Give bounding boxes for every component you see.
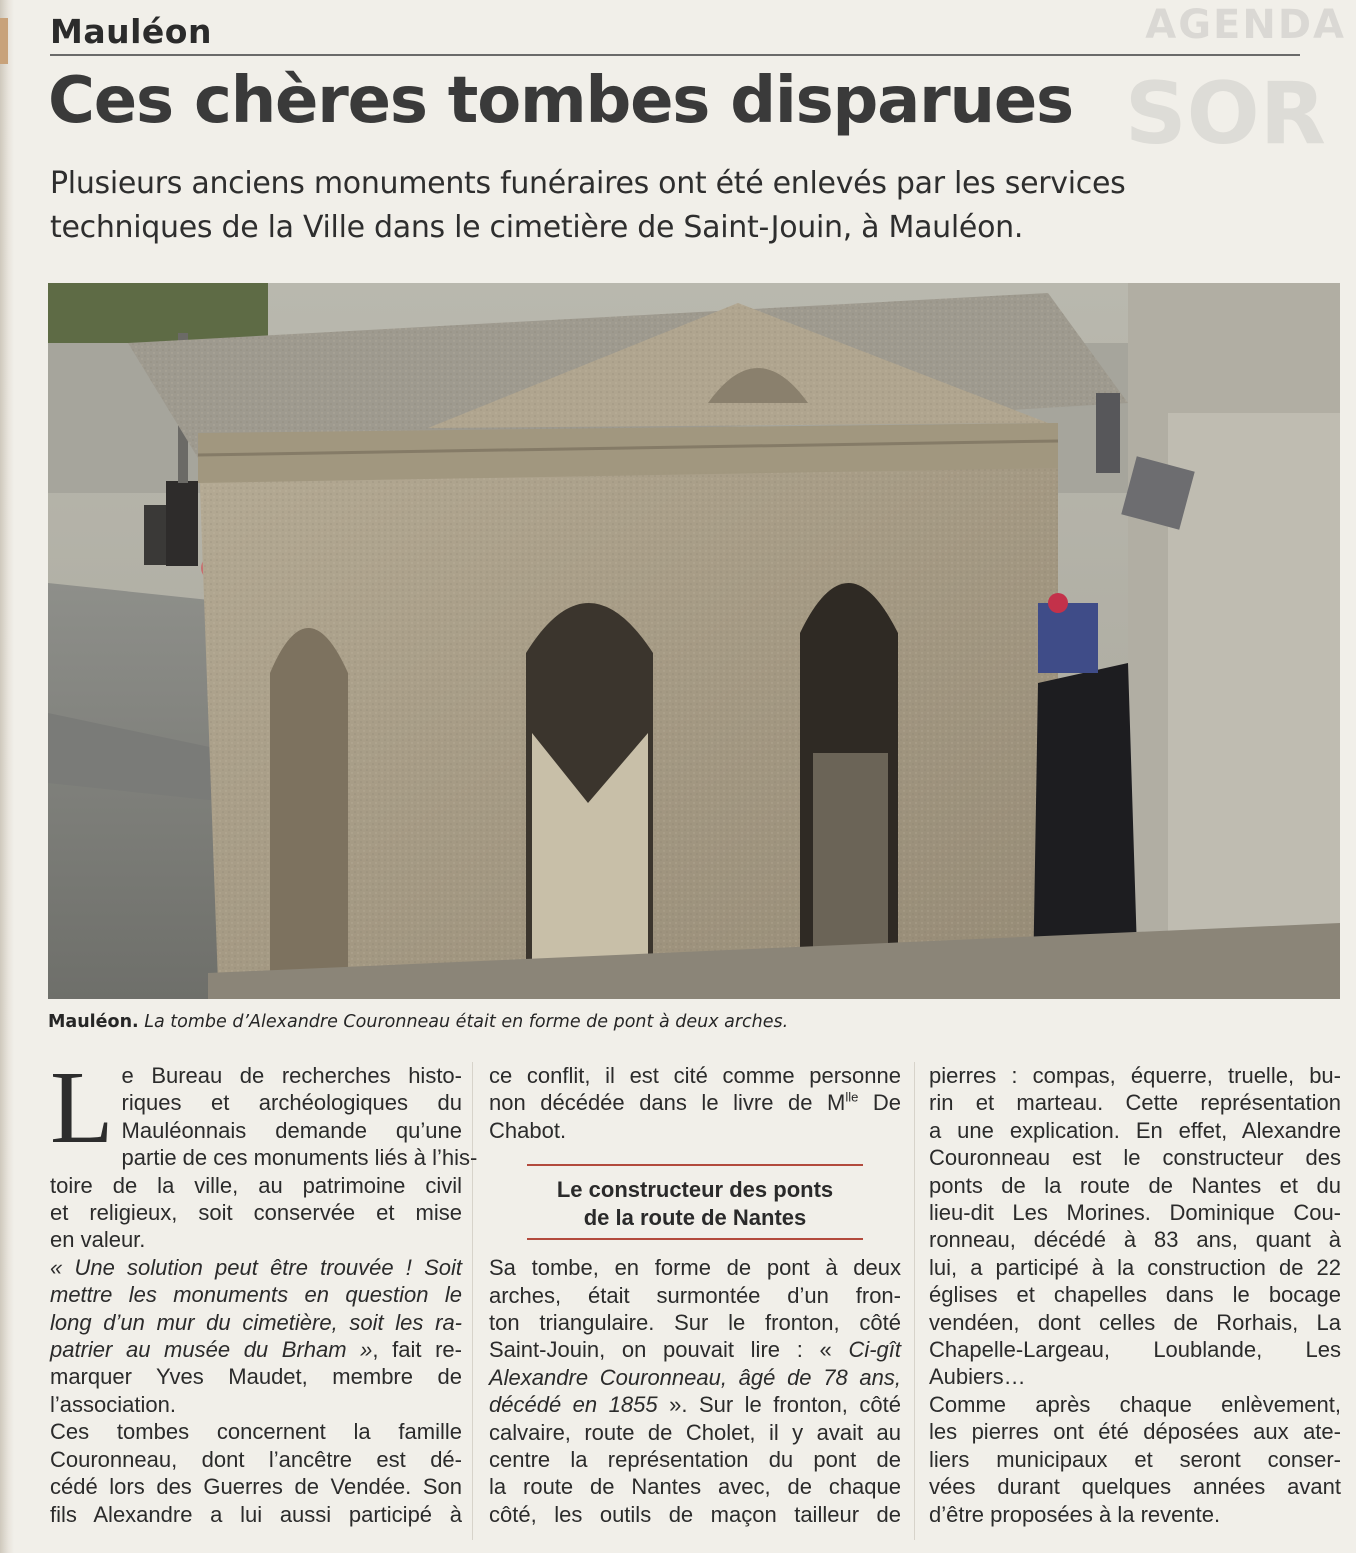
column-divider	[472, 1062, 473, 1540]
body-line: côté, les outils de maçon tailleur de	[489, 1501, 901, 1527]
quote-c: décédé en 1855	[489, 1392, 658, 1418]
standfirst-line: Plusieurs anciens monuments funéraires ont été enlevés par les services	[50, 166, 1126, 201]
body-line: riques et archéologiques du	[121, 1090, 462, 1116]
drop-cap: L	[50, 1050, 114, 1165]
mlle-text: non décédée dans le livre de M	[489, 1090, 846, 1116]
page-left-edge	[0, 0, 14, 1553]
photo-caption	[48, 1012, 788, 1032]
body-line: Couronneau, dont l’ancêtre est dé-	[50, 1446, 462, 1472]
tomb-photo-illustration	[48, 283, 1340, 999]
body-line: d’être proposées à la revente.	[929, 1501, 1221, 1527]
body-line: Sa tombe, en forme de pont à deux	[489, 1255, 901, 1281]
body-line: calvaire, route de Cholet, il y avait au	[489, 1419, 901, 1445]
body-line: Chapelle-Largeau, Loublande, Les	[929, 1337, 1341, 1363]
body-line: marquer Yves Maudet, membre de	[50, 1364, 462, 1390]
body-line: vendéen, dont celles de Rorhais, La	[929, 1309, 1341, 1335]
article-photo	[48, 283, 1340, 999]
body-line: Ces tombes concernent la famille	[50, 1419, 462, 1445]
subheading-title	[489, 1166, 901, 1238]
article-column-3	[929, 1062, 1341, 1528]
article-column-1	[50, 1050, 478, 1528]
body-line: la route de Nantes avec, de chaque	[489, 1474, 901, 1500]
edge-notch	[0, 18, 8, 64]
body-line: ton triangulaire. Sur le fronton, côté	[489, 1310, 901, 1336]
quote-end: patrier au musée du Brham »	[50, 1337, 373, 1363]
quote-line: mettre les monuments en question le	[50, 1282, 462, 1308]
body-line: pierres : compas, équerre, truelle, bu-	[929, 1063, 1341, 1088]
article-column-2	[489, 1062, 901, 1528]
body-line: lui, a participé à la construction de 22	[929, 1254, 1341, 1280]
quote-c-tail: ». Sur le fronton, côté	[657, 1392, 901, 1418]
bleed-word-1: AGENDA	[1145, 2, 1346, 48]
quote-tail: , fait re-	[372, 1337, 462, 1363]
mlle-superscript: lle	[845, 1090, 859, 1106]
quote-line: « Une solution peut être trouvée ! Soit	[50, 1254, 462, 1280]
body-line: églises et chapelles dans le bocage	[929, 1282, 1341, 1308]
body-line: Chabot.	[489, 1117, 567, 1143]
body-line-mixed	[489, 1336, 901, 1363]
quote-line-mixed	[50, 1336, 462, 1363]
quote-line: long d’un mur du cimetière, soit les ra-	[50, 1309, 462, 1335]
body-line: toire de la ville, au patrimoine civil	[50, 1172, 462, 1198]
mlle-after: De	[858, 1090, 901, 1116]
body-line: partie de ces monuments liés à l’his-	[121, 1145, 478, 1171]
quote-a: Ci-gît	[848, 1337, 901, 1363]
subheading-line: Le constructeur des ponts	[556, 1177, 834, 1203]
body-line: en valeur.	[50, 1227, 146, 1253]
body-line: lieu-dit Les Morines. Dominique Cou-	[929, 1200, 1341, 1226]
body-line: liers municipaux et seront conser-	[929, 1446, 1341, 1472]
caption-text: La tombe d’Alexandre Couronneau était en forme de pont à deux arches.	[144, 1012, 789, 1032]
body-line: a une explication. En effet, Alexandre	[929, 1117, 1341, 1143]
body-line: rin et marteau. Cette représentation	[929, 1090, 1341, 1116]
body-line: Couronneau est le constructeur des	[929, 1145, 1341, 1171]
body-line: les pierres ont été déposées aux ate-	[929, 1419, 1341, 1445]
body-line: vées durant quelques années avant	[929, 1474, 1341, 1500]
body-line: ronneau, décédé à 83 ans, quant à	[929, 1227, 1341, 1253]
subheading	[489, 1158, 901, 1240]
kicker-rule	[50, 54, 1300, 56]
column-divider	[914, 1062, 915, 1540]
body-line: e Bureau de recherches histo-	[121, 1063, 462, 1088]
body-line: arches, était surmontée d’un fron-	[489, 1282, 901, 1308]
body-line: fils Alexandre a lui aussi participé à	[50, 1501, 462, 1527]
body-line: cédé lors des Guerres de Vendée. Son	[50, 1474, 462, 1500]
body-line: l’association.	[50, 1391, 176, 1417]
body-line: centre la représentation du pont de	[489, 1447, 901, 1473]
body-line: ponts de la route de Nantes et du	[929, 1172, 1341, 1198]
body-line: et religieux, soit conservée et mise	[50, 1200, 462, 1226]
quote-line: Alexandre Couronneau, âgé de 78 ans,	[489, 1364, 901, 1390]
caption-lead: Mauléon.	[48, 1012, 139, 1032]
standfirst-line: techniques de la Ville dans le cimetière de Saint-Jouin, à Mauléon.	[50, 210, 1024, 245]
body-line: Aubiers…	[929, 1364, 1026, 1390]
section-kicker: Mauléon	[50, 12, 212, 51]
body-line: ce conflit, il est cité comme personne	[489, 1063, 901, 1088]
standfirst	[50, 162, 1310, 250]
body-line-mlle	[489, 1089, 901, 1116]
headline: Ces chères tombes disparues	[48, 64, 1073, 138]
lire-text: Saint-Jouin, on pouvait lire : «	[489, 1337, 849, 1363]
subheading-line: de la route de Nantes	[583, 1205, 807, 1231]
bleed-word-2: SOR	[1124, 64, 1326, 164]
body-line: Mauléonnais demande qu’une	[121, 1117, 462, 1143]
body-line-mixed	[489, 1391, 901, 1418]
body-line: Comme après chaque enlèvement,	[929, 1391, 1341, 1417]
